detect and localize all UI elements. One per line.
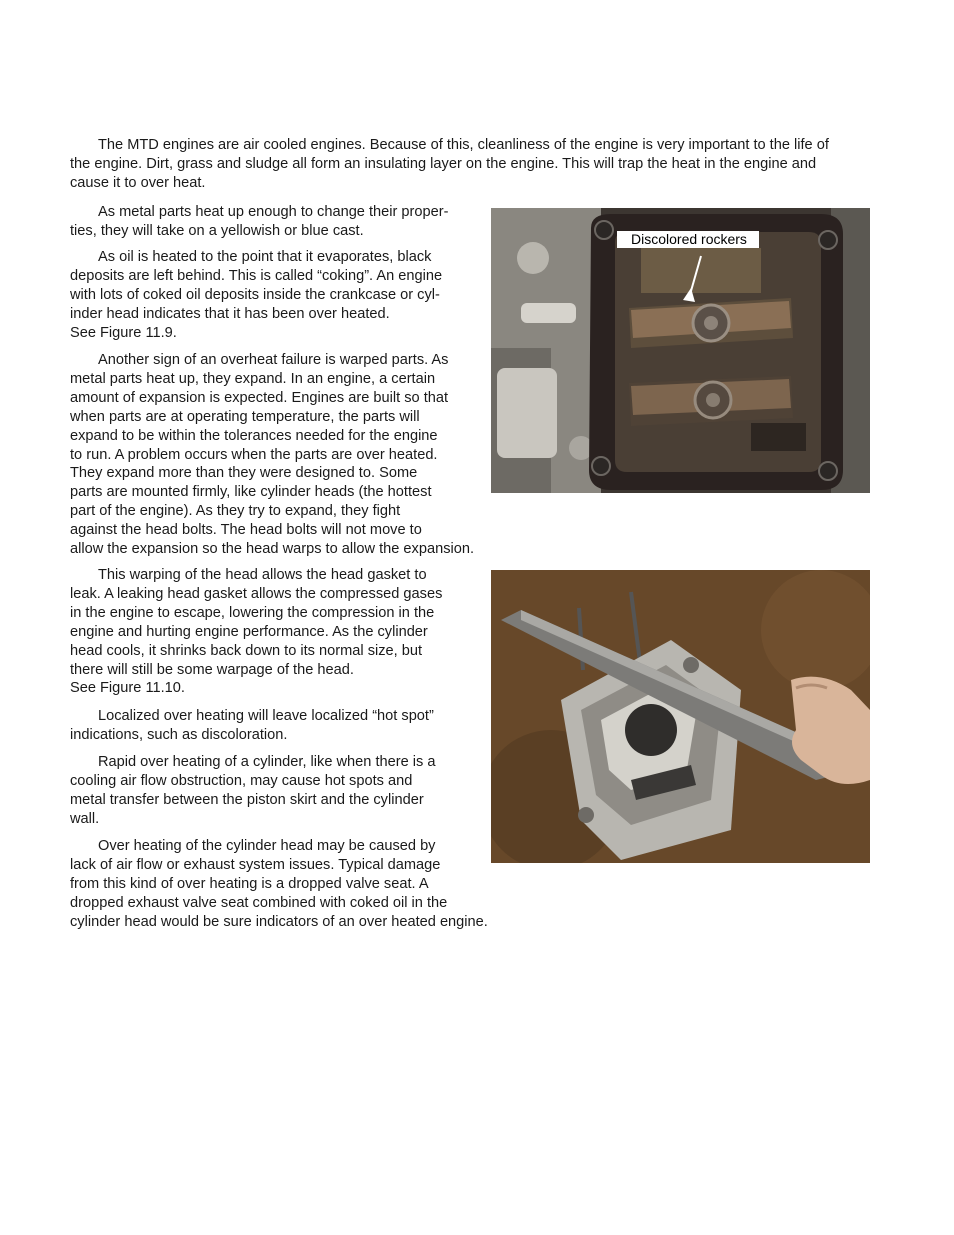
text-line: deposits are left behind. This is called “coking”. An engine	[70, 267, 443, 284]
text-line: Localized over heating will leave localized “hot spot”	[98, 708, 434, 724]
text-line: See Figure 11.10.	[70, 680, 185, 697]
cylinder-head-photo	[491, 570, 870, 863]
paragraph-discoloration	[70, 203, 490, 241]
text-line: indications, such as discoloration.	[70, 726, 288, 743]
text-line: amount of expansion is expected. Engines are built so that	[70, 389, 449, 406]
paragraph-cylinder	[70, 753, 490, 829]
text-line: the engine. Dirt, grass and sludge all form an insulating layer on the engine. This will trap the heat in the engine and	[70, 155, 817, 172]
text-line: from this kind of over heating is a dropped valve seat. A	[70, 875, 429, 892]
paragraph-hotspot	[70, 707, 490, 745]
text-line: to run. A problem occurs when the parts are over heated.	[70, 446, 438, 463]
text-line: Over heating of the cylinder head may be caused by	[98, 838, 436, 854]
text-line: metal parts heat up, they expand. In an engine, a certain	[70, 370, 436, 387]
text-line: with lots of coked oil deposits inside the crankcase or cyl-	[70, 286, 440, 303]
rockers-photo	[491, 208, 870, 493]
text-line: engine and hurting engine performance. As the cylinder	[70, 623, 428, 640]
text-line: wall.	[70, 810, 100, 827]
text-line: They expand more than they were designed to. Some	[70, 465, 418, 482]
text-line: inder head indicates that it has been over heated.	[70, 305, 390, 322]
paragraph-intro	[70, 136, 870, 193]
rockers-illustration	[491, 208, 870, 493]
text-line: This warping of the head allows the head gasket to	[98, 567, 427, 583]
paragraph-coking	[70, 248, 490, 343]
text-line: there will still be some warpage of the head.	[70, 661, 354, 678]
text-line: against the head bolts. The head bolts will not move to	[70, 522, 422, 539]
text-line: cooling air flow obstruction, may cause hot spots and	[70, 772, 413, 789]
text-line: Another sign of an overheat failure is warped parts. As	[98, 352, 449, 368]
paragraph-gasket	[70, 566, 490, 698]
text-line: As oil is heated to the point that it evaporates, black	[98, 249, 432, 265]
text-line: expand to be within the tolerances needed for the engine	[70, 427, 438, 444]
text-line: when parts are at operating temperature, the parts will	[70, 408, 420, 425]
text-line: head cools, it shrinks back down to its normal size, but	[70, 642, 423, 659]
text-line: metal transfer between the piston skirt and the cylinder	[70, 791, 424, 808]
text-line: dropped exhaust valve seat combined with coked oil in the	[70, 894, 448, 911]
text-line: ties, they will take on a yellowish or blue cast.	[70, 222, 364, 239]
text-line: lack of air flow or exhaust system issues. Typical damage	[70, 856, 441, 873]
paragraph-warped	[70, 351, 490, 559]
figure-callout: Discolored rockers	[617, 231, 759, 248]
text-line: See Figure 11.9.	[70, 324, 177, 341]
text-line: parts are mounted firmly, like cylinder heads (the hottest	[70, 484, 432, 501]
text-line: cause it to over heat.	[70, 174, 206, 191]
text-line: allow the expansion so the head warps to allow the expansion.	[70, 541, 475, 558]
text-line: in the engine to escape, lowering the compression in the	[70, 604, 435, 621]
cylinder-head-illustration	[491, 570, 870, 863]
text-line: part of the engine). As they try to expand, they fight	[70, 503, 401, 520]
text-line: Rapid over heating of a cylinder, like when there is a	[98, 754, 436, 770]
text-line: As metal parts heat up enough to change their proper-	[98, 204, 449, 220]
text-line: cylinder head would be sure indicators of an over heated engine.	[70, 913, 488, 930]
paragraph-valve-seat	[70, 837, 490, 932]
text-line: leak. A leaking head gasket allows the compressed gases	[70, 585, 443, 602]
text-line: The MTD engines are air cooled engines. Because of this, cleanliness of the engine is very important to the life of	[98, 137, 829, 153]
